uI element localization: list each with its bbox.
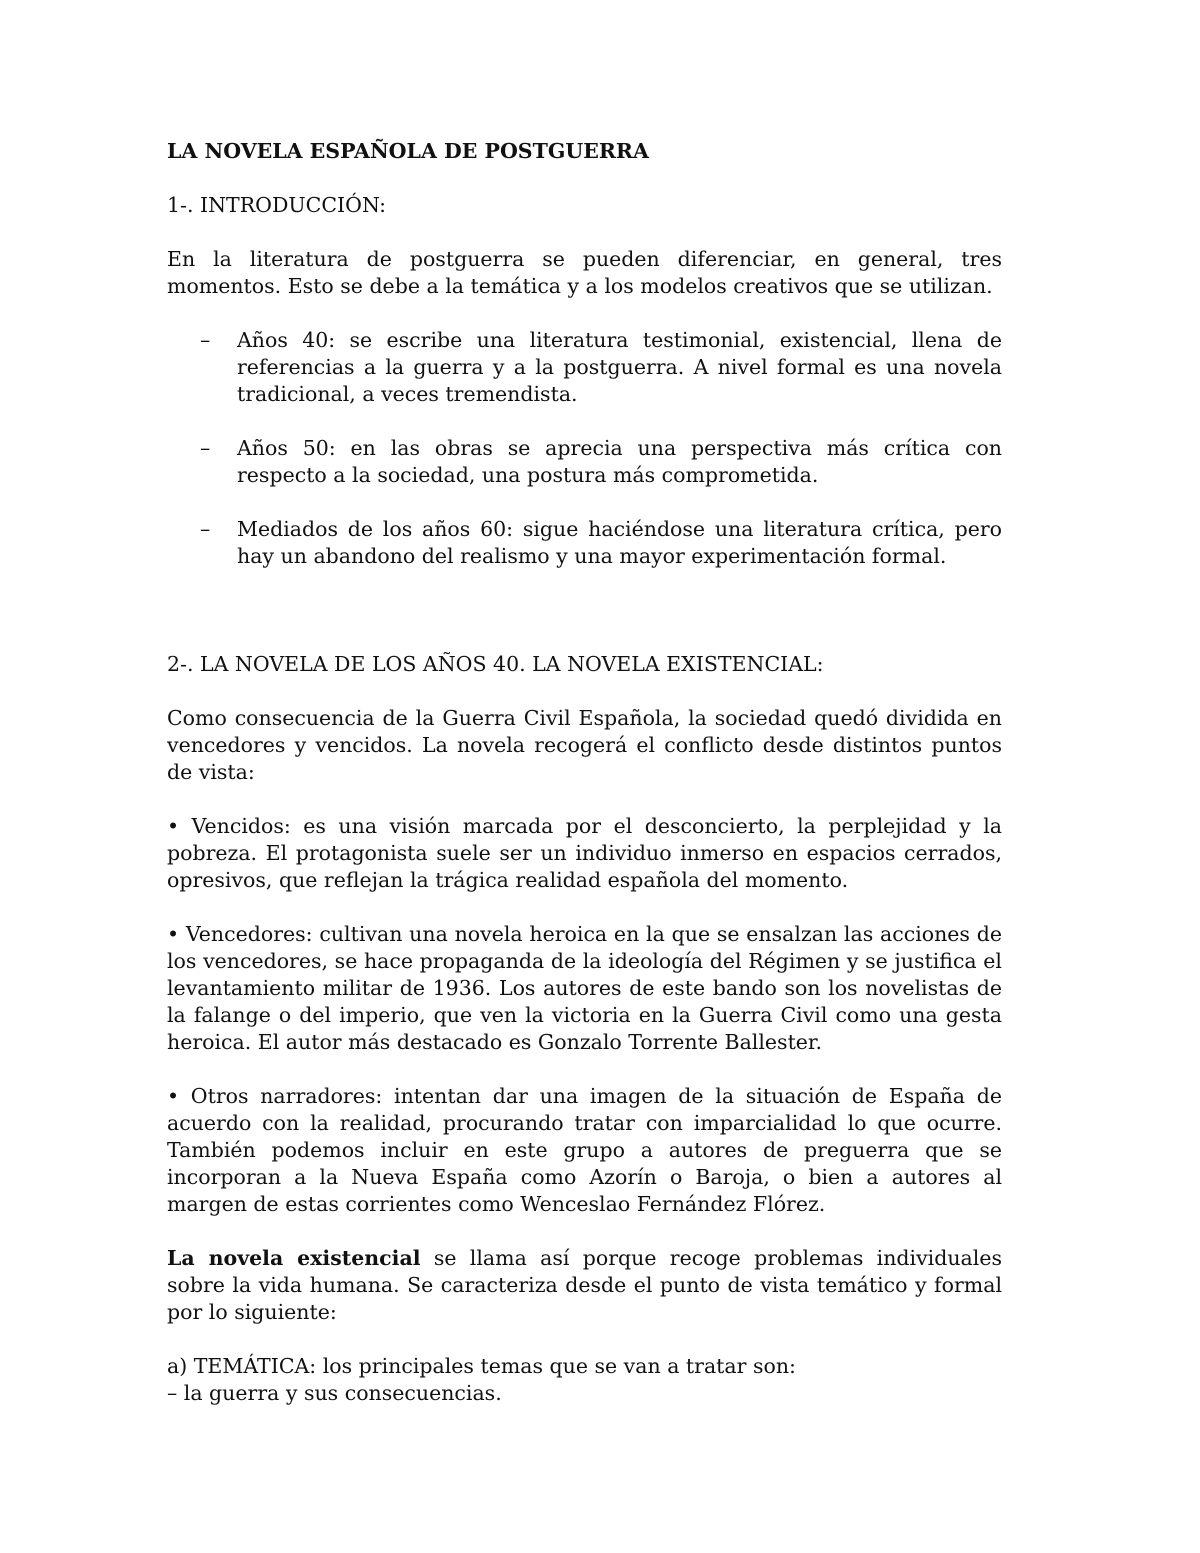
tematica-line: a) TEMÁTICA: los principales temas que se van a tratar son: [167, 1354, 796, 1378]
list-item [167, 516, 1002, 570]
dash-marker: – [200, 517, 211, 541]
document-body [167, 138, 1002, 1407]
section2-intro-paragraph: Como consecuencia de la Guerra Civil Española, la sociedad quedó dividida en vencedores y vencidos. La novela recogerá el conflicto desde distintos puntos de vista: [167, 706, 1002, 784]
section-heading-introduccion: 1-. INTRODUCCIÓN: [167, 193, 387, 217]
list-item-text: Años 50: en las obras se aprecia una perspectiva más crítica con respecto a la sociedad, una postura más comprometida. [237, 436, 1002, 487]
bullet-vencedores: • Vencedores: cultivan una novela heroica en la que se ensalzan las acciones de los vencedores, se hace propaganda de la ideología del Régimen y se justifica el levantamiento militar de 1936. Los autores de este bando son los novelistas de la falange o del imperio, que ven la victoria en la Guerra Civil como una gesta heroica. El autor más destacado es Gonzalo Torrente Ballester. [167, 922, 1002, 1054]
existencial-paragraph [167, 1245, 1002, 1326]
section-heading-anos-40: 2-. LA NOVELA DE LOS AÑOS 40. LA NOVELA EXISTENCIAL: [167, 652, 824, 676]
list-item-text: Mediados de los años 60: sigue haciéndose una literatura crítica, pero hay un abandono del realismo y una mayor experimentación formal. [237, 517, 1002, 568]
document-title: LA NOVELA ESPAÑOLA DE POSTGUERRA [167, 139, 649, 163]
tematica-item: – la guerra y sus consecuencias. [167, 1381, 502, 1405]
list-item-text: Años 40: se escribe una literatura testimonial, existencial, llena de referencias a la guerra y a la postguerra. A nivel formal es una novela tradicional, a veces tremendista. [237, 328, 1002, 406]
list-item [167, 435, 1002, 489]
bullet-vencidos: • Vencidos: es una visión marcada por el desconcierto, la perplejidad y la pobreza. El protagonista suele ser un individuo inmerso en espacios cerrados, opresivos, que reflejan la trágica realidad española del momento. [167, 814, 1002, 892]
section-spacer [167, 597, 1002, 651]
periods-list [167, 327, 1002, 570]
bullet-otros-narradores: • Otros narradores: intentan dar una imagen de la situación de España de acuerdo con la realidad, procurando tratar con imparcialidad lo que ocurre. También podemos incluir en este grupo a autores de preguerra que se incorporan a la Nueva España como Azorín o Baroja, o bien a autores al margen de estas corrientes como Wenceslao Fernández Flórez. [167, 1084, 1002, 1216]
list-item [167, 327, 1002, 408]
intro-paragraph: En la literatura de postguerra se pueden diferenciar, en general, tres momentos. Esto se debe a la temática y a los modelos creativos que se utilizan. [167, 247, 1002, 298]
existencial-rest: se llama así porque recoge problemas individuales sobre la vida humana. Se caracteriza desde el punto de vista temático y formal por lo siguiente: [167, 1246, 1002, 1324]
dash-marker: – [200, 436, 211, 460]
existencial-lead: La novela existencial [167, 1246, 421, 1270]
dash-marker: – [200, 328, 211, 352]
